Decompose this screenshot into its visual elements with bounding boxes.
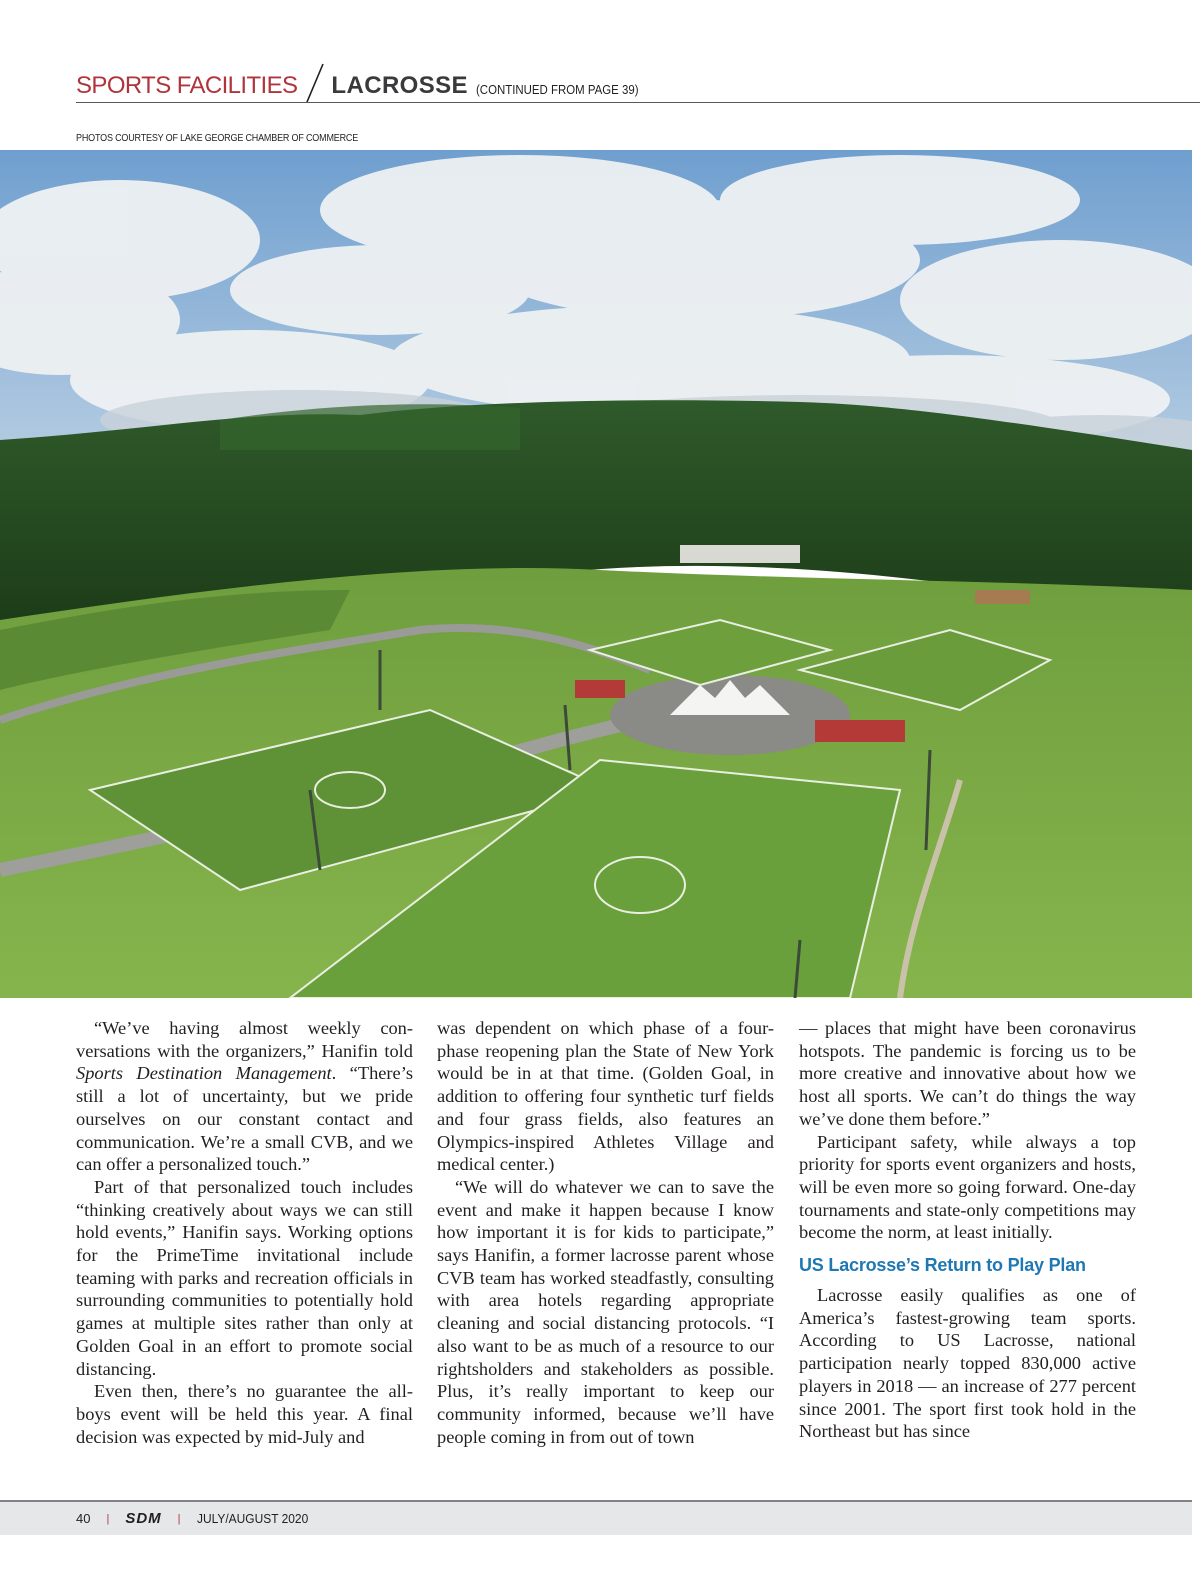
page-footer: [0, 1500, 1192, 1535]
footer-separator: |: [106, 1512, 110, 1525]
text-column-3: [799, 1017, 1136, 1443]
paragraph: was dependent on which phase of a four-phase reopening plan the State of New York would be in at that time. (Golden Goal, in addition to offering four synthetic turf fields and four grass fields, also features an Olympics-inspired Athletes Village and medical center.): [437, 1018, 774, 1175]
photo-credit: PHOTOS COURTESY OF LAKE GEORGE CHAMBER OF COMMERCE: [76, 133, 359, 144]
text-run: . “There’s still a lot of uncertainty, but we pride ourselves on our constant contact and communication. We’re a small CVB, and we can offer a personalized touch.”: [76, 1063, 413, 1175]
paragraph: — places that might have been coronavirus hotspots. The pandemic is forcing us to be more creative and innovative about how we host all sports. We can’t do things the way we’ve done them before.”: [799, 1018, 1136, 1129]
slash-divider-icon: [303, 62, 327, 102]
paragraph: Even then, there’s no guarantee the all-boys event will be held this year. A final decision was expected by mid-July and: [76, 1381, 413, 1447]
text-run: “We’ve having almost weekly conversations with the organizers,” Hanifin told: [76, 1018, 413, 1061]
paragraph: Participant safety, while always a top priority for sports event organizers and hosts, will be even more so going forward. One-day tournaments and state-only competitions may become the norm, at least initially.: [799, 1131, 1136, 1243]
topic-label: LACROSSE: [331, 72, 468, 99]
text-column-2: [437, 1017, 774, 1448]
continued-note: (CONTINUED FROM PAGE 39): [475, 82, 639, 97]
magazine-logo: SDM: [125, 1510, 162, 1527]
paragraph: [76, 1017, 413, 1176]
page-number: 40: [76, 1511, 91, 1526]
subheading: US Lacrosse’s Return to Play Plan: [799, 1255, 1086, 1276]
text-column-1: [76, 1017, 413, 1448]
issue-date: JULY/AUGUST 2020: [196, 1511, 308, 1526]
aerial-sports-complex-photo: [0, 150, 1192, 998]
paragraph: Lacrosse easily qualifies as one of America’s fastest-growing team sports. According to US Lacrosse, national participation nearly topped 830,000 active players in 2018 — an increase of 277 percent since 2001. The sport first took hold in the Northeast but has since: [799, 1285, 1136, 1442]
footer-separator: |: [177, 1512, 181, 1525]
paragraph: “We will do whatever we can to save the event and make it happen because I know how important it is for kids to participate,” says Hanifin, a former lacrosse parent whose CVB team has worked steadfastly, consulting with area hotels regarding appropriate cleaning and social distancing protocols. “I also want to be as much of a resource to our rightsholders and stakeholders as possible. Plus, it’s really important to keep our community informed, because we’ll have people coming in from out of town: [437, 1176, 774, 1447]
section-label: SPORTS FACILITIES: [76, 72, 298, 99]
paragraph: Part of that personalized touch includes “thinking creatively about ways we can still hold events,” Hanifin says. Working options for the PrimeTime invitational include teaming with parks and recreation officials in surrounding communities to potentially hold games at multiple sites rather than only at Golden Goal in an effort to promote social distancing.: [76, 1176, 413, 1379]
publication-title: Sports Destination Management: [76, 1063, 332, 1084]
running-header: [76, 66, 1200, 103]
